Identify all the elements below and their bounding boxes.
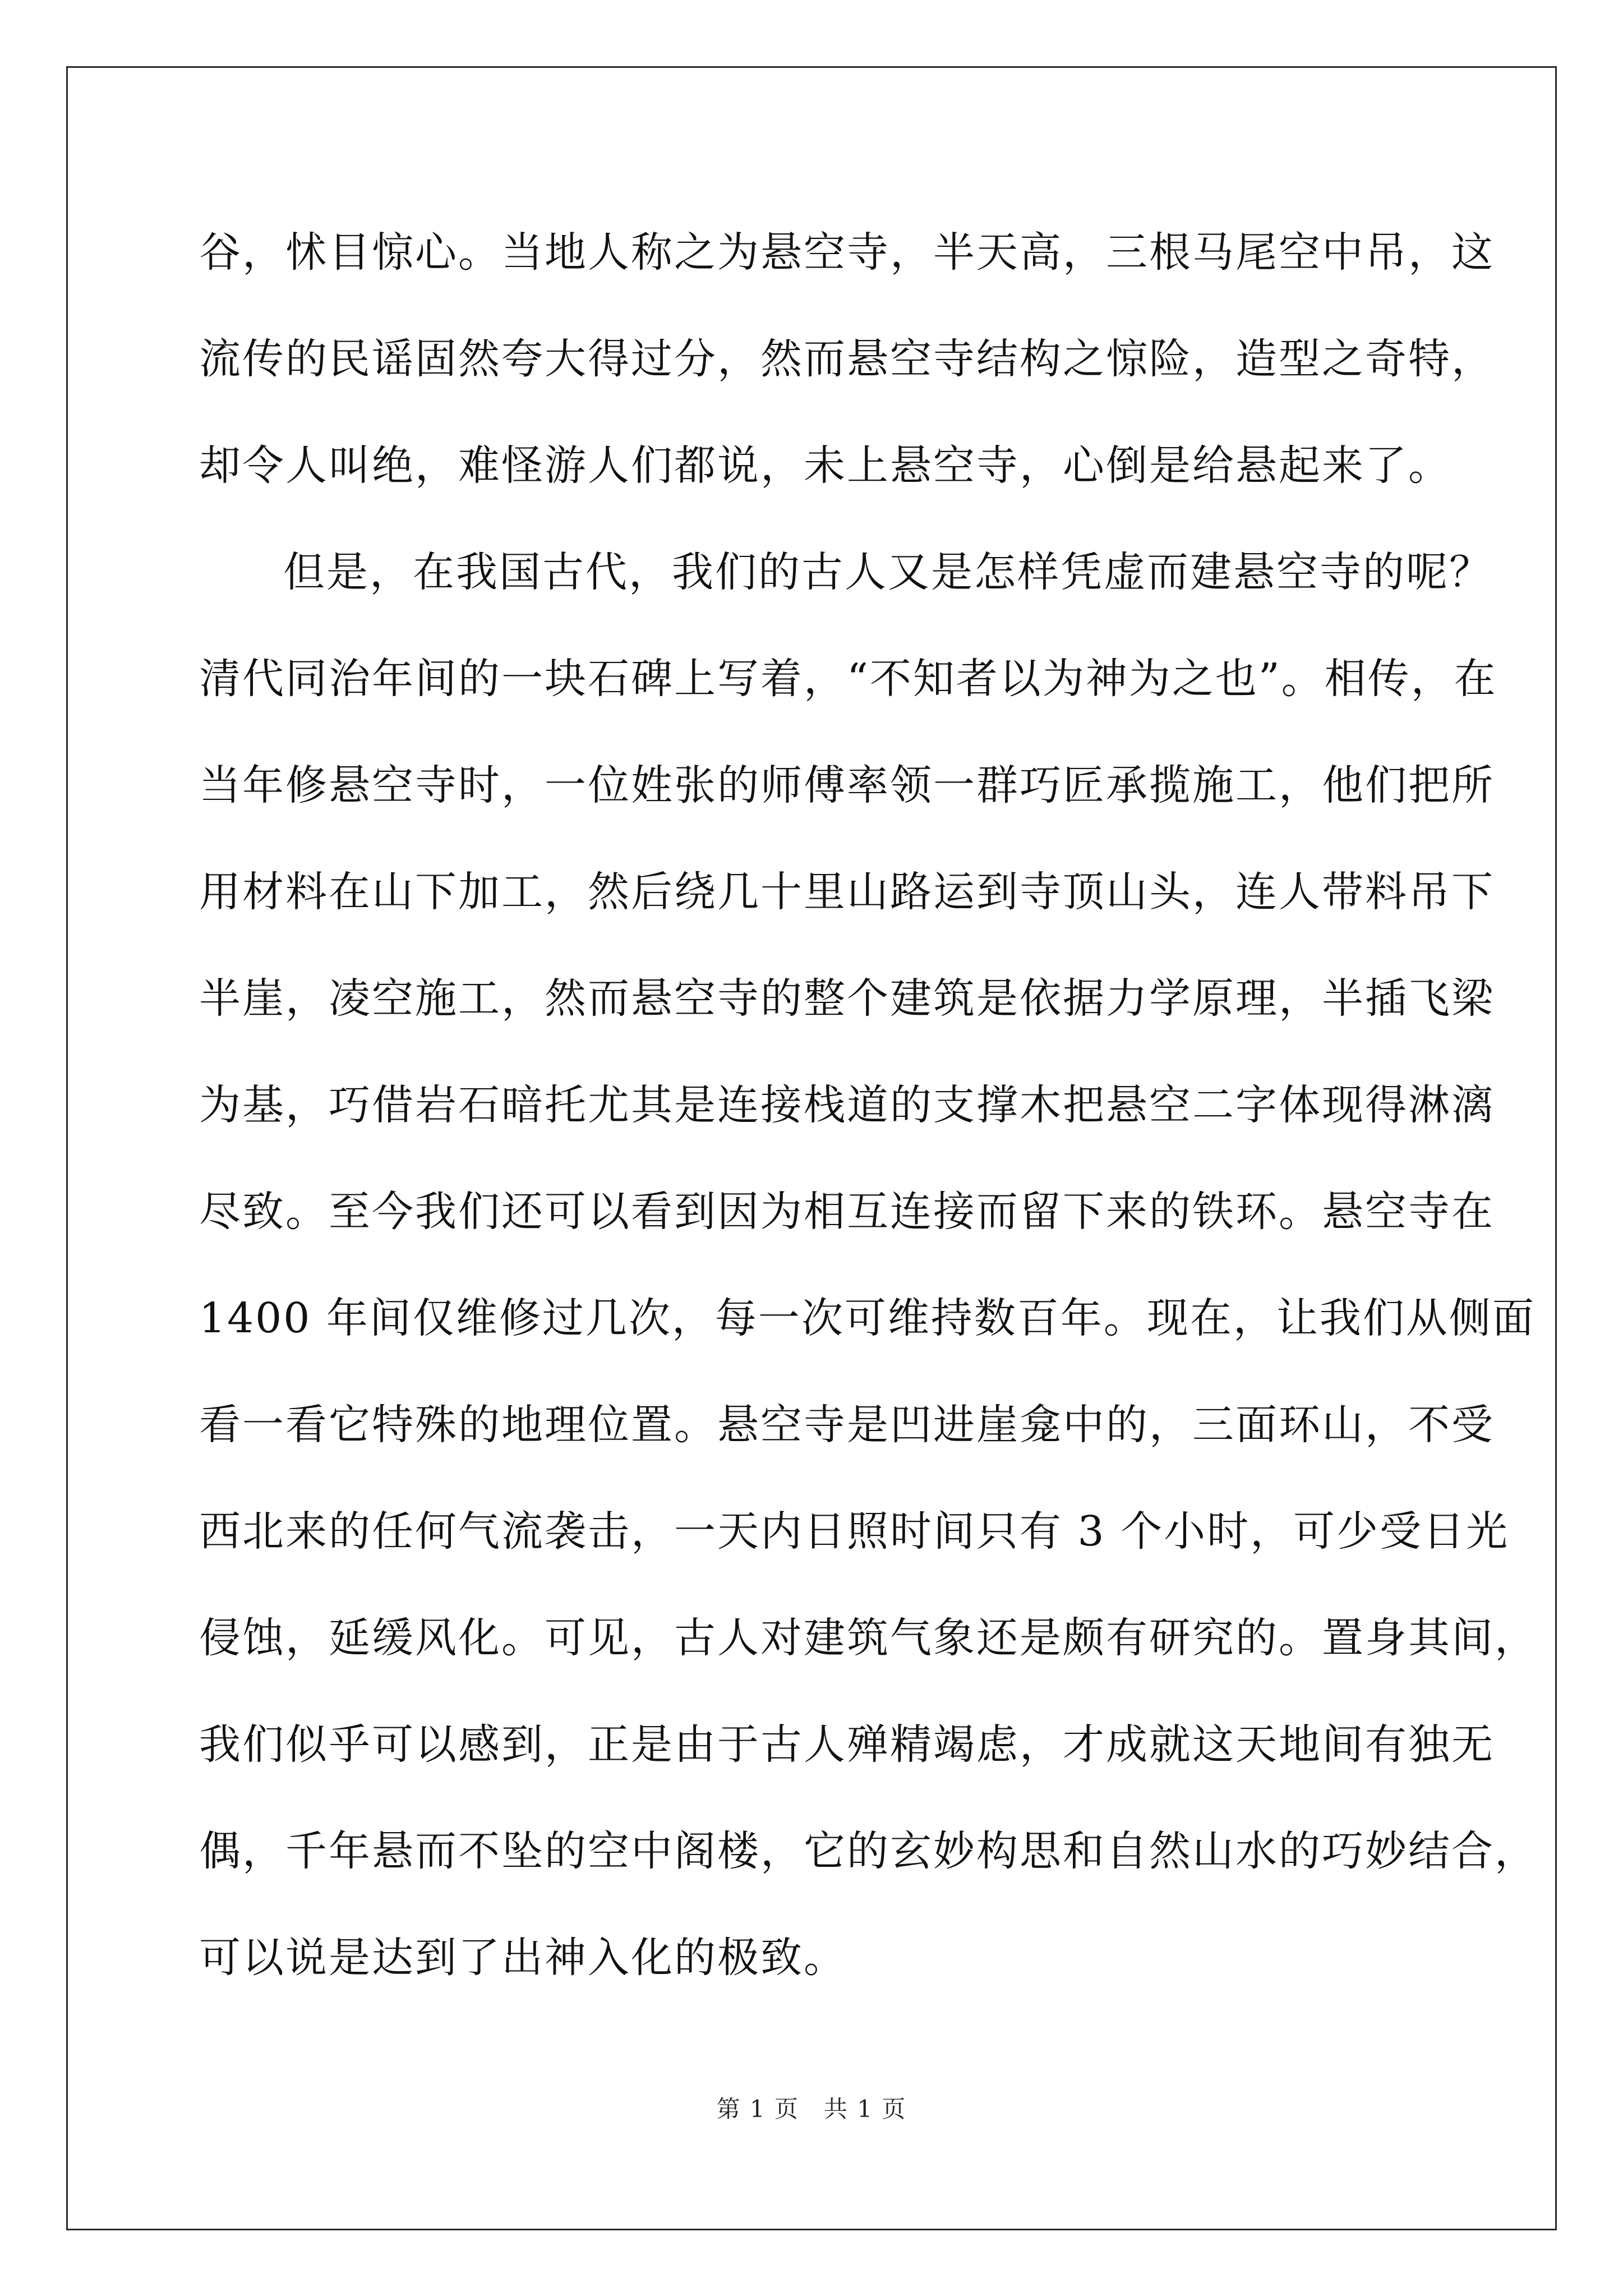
text-line: 可以说是达到了出神入化的极致。 (199, 1934, 847, 1982)
text-line: 谷，怵目惊心。当地人称之为悬空寺，半天高，三根马尾空中吊，这 (199, 228, 1495, 277)
text-line: 当年修悬空寺时，一位姓张的师傅率领一群巧匠承揽施工，他们把所 (199, 761, 1495, 809)
text-line: 清代同治年间的一块石碑上写着，“不知者以为神为之也”。相传，在 (199, 655, 1497, 703)
page-border (66, 66, 1557, 2230)
text-line: 看一看它特殊的地理位置。悬空寺是凹进崖龛中的，三面环山，不受 (199, 1401, 1495, 1449)
text-line: 却令人叫绝，难怪游人们都说，未上悬空寺，心倒是给悬起来了。 (199, 441, 1451, 490)
text-line: 为基，巧借岩石暗托尤其是连接栈道的支撑木把悬空二字体现得淋漓 (199, 1081, 1495, 1129)
text-line: 西北来的任何气流袭击，一天内日照时间只有 3 个小时，可少受日光 (199, 1507, 1510, 1556)
text-line: 流传的民谣固然夸大得过分，然而悬空寺结构之惊险，造型之奇特， (199, 335, 1495, 383)
text-line: 1400 年间仅维修过几次，每一次可维持数百年。现在，让我们从侧面 (199, 1294, 1536, 1342)
paragraph-first-line: 但是，在我国古代，我们的古人又是怎样凭虚而建悬空寺的呢？ (283, 548, 1492, 596)
text-line: 偶，千年悬而不坠的空中阁楼，它的玄妙构思和自然山水的巧妙结合， (199, 1827, 1538, 1875)
text-line: 我们似乎可以感到，正是由于古人殚精竭虑，才成就这天地间有独无 (199, 1720, 1495, 1769)
page-number: 第 1 页 共 1 页 (716, 2095, 907, 2123)
text-line: 用材料在山下加工，然后绕几十里山路运到寺顶山头，连人带料吊下 (199, 868, 1495, 916)
text-line: 尽致。至今我们还可以看到因为相互连接而留下来的铁环。悬空寺在 (199, 1188, 1495, 1236)
text-line: 侵蚀，延缓风化。可见，古人对建筑气象还是颇有研究的。置身其间， (199, 1614, 1538, 1662)
text-line: 半崖，凌空施工，然而悬空寺的整个建筑是依据力学原理，半插飞梁 (199, 974, 1495, 1023)
